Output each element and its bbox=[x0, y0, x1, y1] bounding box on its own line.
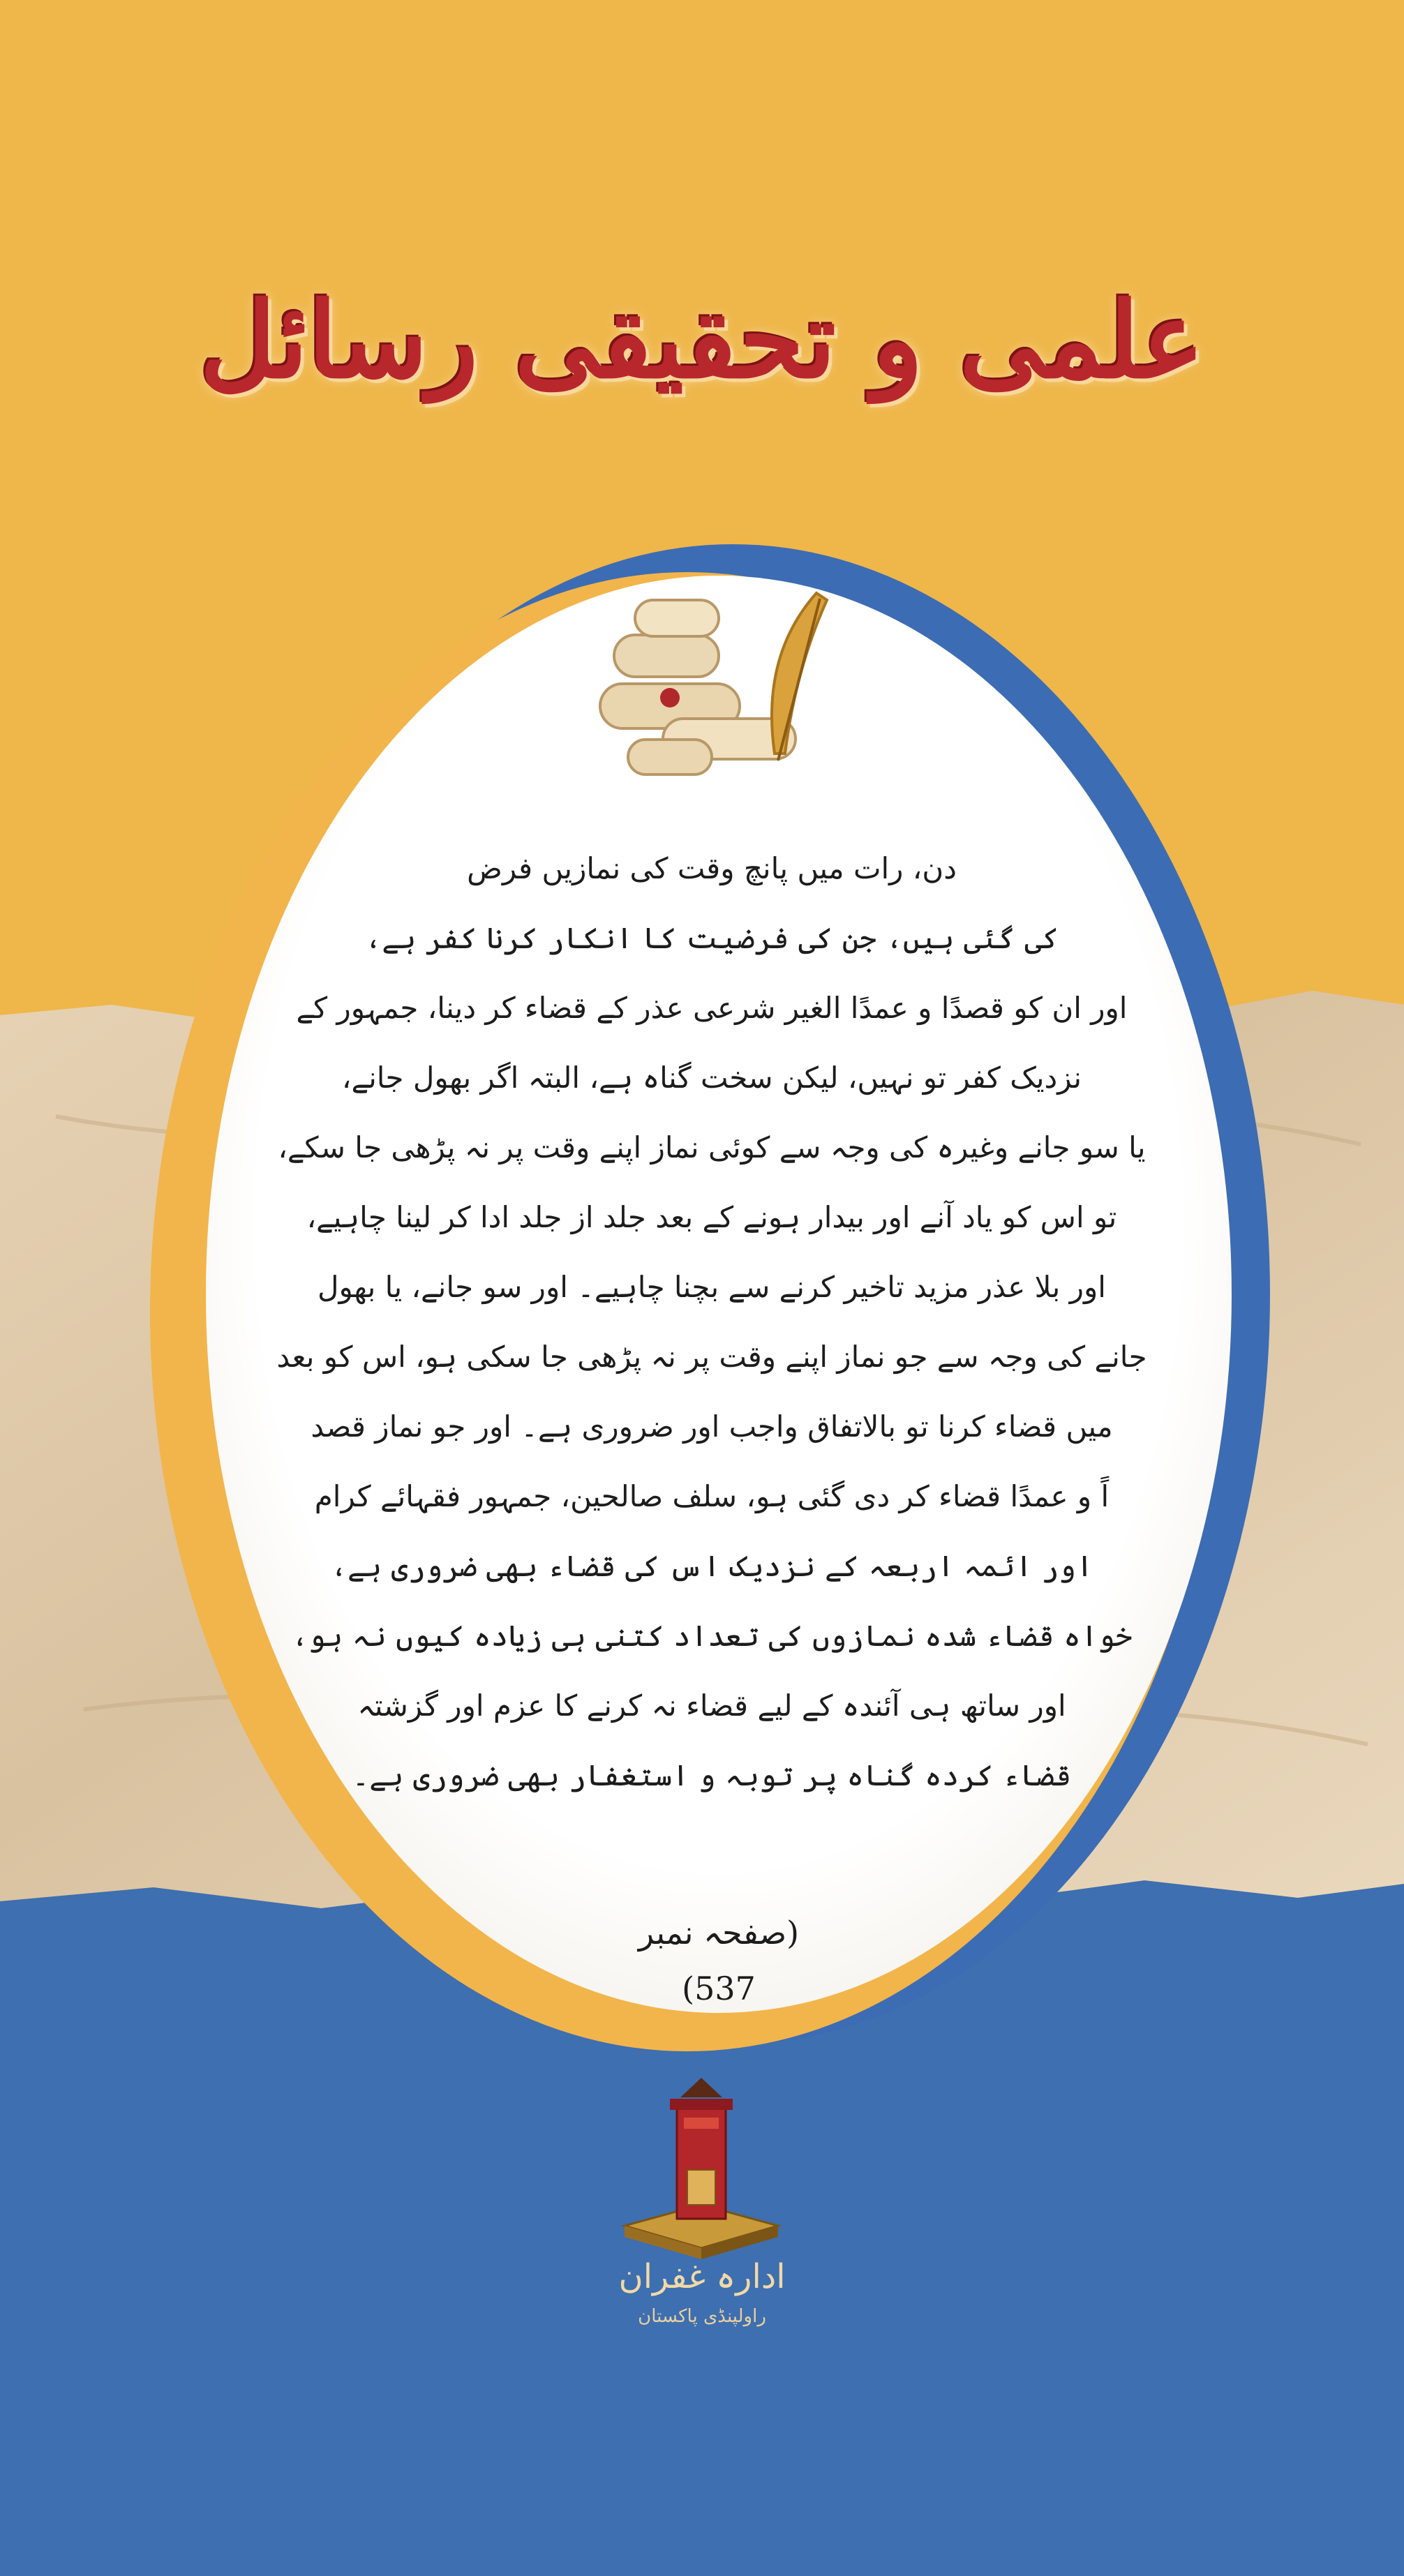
body-line: کی گئی ہیں، جن کی فرضیت کا انکار کرنا کفر ہے، bbox=[364, 921, 1059, 955]
body-line: نزدیک کفر تو نہیں، لیکن سخت گناہ ہے، البتہ اگر بھول جانے، bbox=[341, 1061, 1082, 1095]
body-line: اور ان کو قصدًا و عمدًا الغیر شرعی عذر کے قضاء کر دینا، جمہور کے bbox=[296, 991, 1128, 1025]
body-line: اور ساتھ ہی آئندہ کے لیے قضاء نہ کرنے کا عزم اور گزشتہ bbox=[357, 1688, 1066, 1723]
publisher-name: ادارہ غفران bbox=[618, 2257, 786, 2296]
page-title: علمی و تحقیقی رسائل bbox=[200, 279, 1204, 402]
body-line: جانے کی وجہ سے جو نماز اپنے وقت پر نہ پڑھی جا سکی ہو، اس کو بعد bbox=[276, 1340, 1147, 1374]
publisher-location: راولپنڈی پاکستان bbox=[638, 2306, 766, 2327]
body-line: تو اس کو یاد آنے اور بیدار ہونے کے بعد جلد از جلد ادا کر لینا چاہیے، bbox=[306, 1200, 1117, 1234]
page-reference: (صفحہ نمبر 537) bbox=[638, 1914, 800, 2007]
body-line: اً و عمدًا قضاء کر دی گئی ہو، سلف صالحین، جمہور فقہائے کرام bbox=[314, 1479, 1110, 1513]
body-line: میں قضاء کرنا تو بالاتفاق واجب اور ضروری ہے۔ اور جو نماز قصد bbox=[311, 1409, 1113, 1444]
body-line: دن، رات میں پانچ وقت کی نمازیں فرض bbox=[467, 851, 957, 885]
body-text bbox=[272, 834, 1151, 1811]
body-line: قضاء کردہ گناہ پر توبہ و استغفار بھی ضروری ہے۔ bbox=[352, 1758, 1072, 1792]
body-line: خواہ قضاء شدہ نمازوں کی تعداد کتنی ہی زیادہ کیوں نہ ہو، bbox=[291, 1619, 1133, 1653]
body-line: اور ائمہ اربعہ کے نزدیک اس کی قضاء بھی ضروری ہے، bbox=[330, 1549, 1093, 1583]
publisher-emblem-icon bbox=[618, 2065, 785, 2268]
body-line: اور بلا عذر مزید تاخیر کرنے سے بچنا چاہیے۔ اور سو جانے، یا بھول bbox=[318, 1270, 1106, 1304]
scroll-and-quill-icon bbox=[586, 579, 851, 788]
body-line: یا سو جانے وغیرہ کی وجہ سے کوئی نماز اپنے وقت پر نہ پڑھی جا سکے، bbox=[278, 1130, 1146, 1165]
